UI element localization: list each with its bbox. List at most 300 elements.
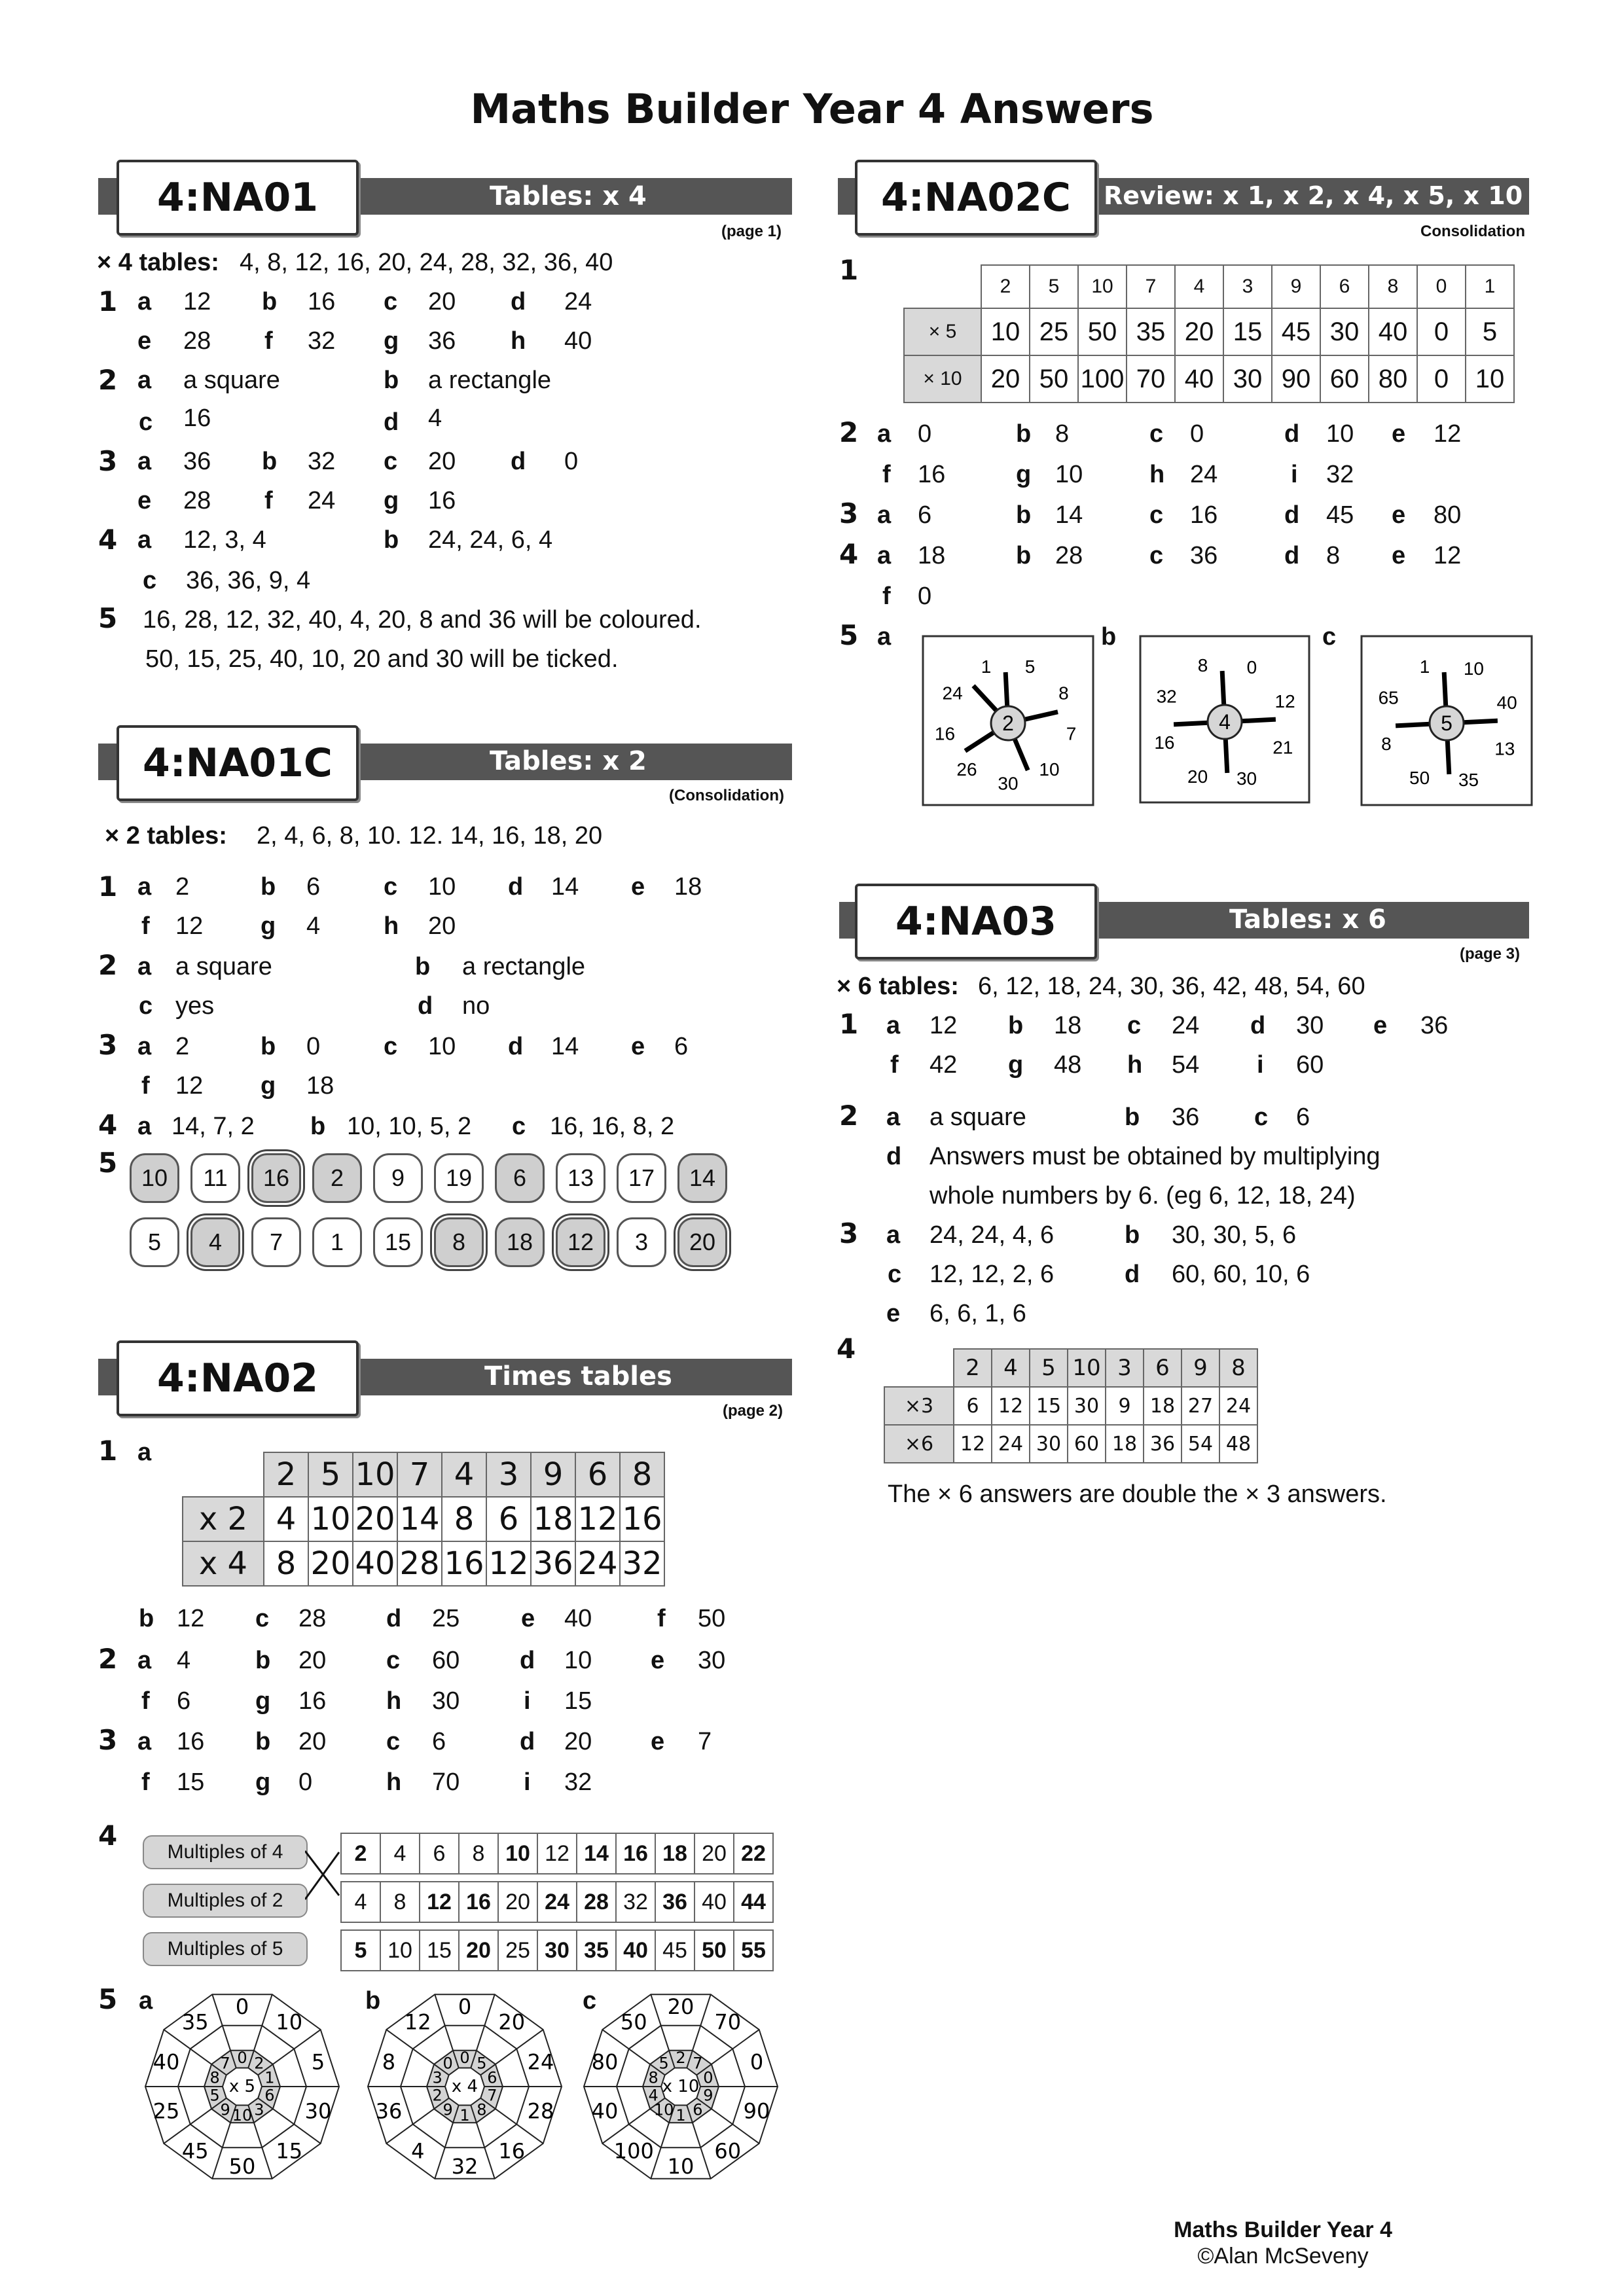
table-cell: 35 <box>1127 308 1175 355</box>
part-letter: h <box>386 1687 402 1715</box>
wheel-number: 2 <box>254 2054 264 2073</box>
answer: 36 <box>1190 542 1218 569</box>
multiple-cell: 8 <box>459 1833 498 1874</box>
part-letter: i <box>1291 461 1298 488</box>
part-letter: f <box>657 1605 666 1632</box>
wheel-number: x 5 <box>228 2077 256 2096</box>
answer: 6, 6, 1, 6 <box>929 1300 1026 1327</box>
question-number: 3 <box>98 1029 118 1061</box>
part-letter: b <box>384 526 399 554</box>
table-cell: 60 <box>1320 355 1369 403</box>
answer: 28 <box>1055 542 1083 569</box>
table-cell: 40 <box>353 1541 397 1586</box>
part-letter: e <box>521 1605 535 1632</box>
answer: 60 <box>1296 1051 1324 1079</box>
part-letter: e <box>631 1033 645 1060</box>
table-cell: 10 <box>1466 355 1514 403</box>
table-cell: 30 <box>1068 1387 1106 1425</box>
wheel-number: 8 <box>477 2100 487 2119</box>
header-cell: 8 <box>1369 265 1417 308</box>
answer: 18 <box>674 873 702 901</box>
part-letter: e <box>651 1728 665 1755</box>
wheel-number: 5 <box>477 2054 487 2073</box>
wheel-number: 45 <box>181 2138 209 2164</box>
multiples-row <box>340 1833 774 1874</box>
wheel-number: 20 <box>498 2009 526 2035</box>
wheel-number: 5 <box>659 2054 669 2073</box>
answer: 20 <box>428 912 456 940</box>
answer: 6 <box>306 873 321 901</box>
answer: 60 <box>432 1647 460 1674</box>
wheel-number: 7 <box>693 2054 703 2073</box>
wheel-number: 5 <box>311 2049 325 2075</box>
answer: 6 <box>674 1033 689 1060</box>
multiple-cell: 22 <box>734 1833 773 1874</box>
part-letter: b <box>310 1113 326 1140</box>
header-cell: 8 <box>1219 1349 1257 1387</box>
review-table <box>903 264 1515 403</box>
wheel-number: 6 <box>487 2068 497 2087</box>
part-letter: g <box>255 1768 271 1796</box>
answer: 10 <box>428 1033 456 1060</box>
header-cell: 6 <box>575 1452 620 1497</box>
table-cell: 4 <box>264 1497 308 1541</box>
multiple-cell: 2 <box>341 1833 380 1874</box>
wheel-number: 10 <box>667 2154 695 2179</box>
matching-lines <box>305 1846 342 1964</box>
table-cell: 27 <box>1182 1387 1219 1425</box>
wheel-number: 40 <box>153 2049 180 2075</box>
wheel-number: 0 <box>460 2049 470 2067</box>
multiple-cell: 20 <box>459 1930 498 1971</box>
multiple-cell: 14 <box>577 1833 616 1874</box>
table-cell: 25 <box>1030 308 1078 355</box>
wheel-number: 10 <box>232 2106 253 2125</box>
wheel-number: 0 <box>442 2054 453 2073</box>
wheel-number: 30 <box>304 2098 332 2124</box>
answer: 12 <box>177 1605 205 1632</box>
number-pill: 12 <box>556 1217 605 1267</box>
wheel-number: 6 <box>264 2086 275 2105</box>
section-code: 4:NA03 <box>855 884 1097 960</box>
row-label: x 4 <box>183 1541 264 1586</box>
number-pill: 5 <box>130 1217 179 1267</box>
answer: 8 <box>1055 420 1070 448</box>
answer: 28 <box>183 487 211 514</box>
times-table <box>182 1452 665 1587</box>
part-letter: c <box>386 1728 401 1755</box>
answer: a rectangle <box>428 367 552 394</box>
question-number: 4 <box>837 1333 856 1365</box>
part-letter: d <box>508 873 524 901</box>
part-letter: b <box>261 1033 276 1060</box>
table-cell: 20 <box>981 355 1030 403</box>
answer: 20 <box>564 1728 592 1755</box>
answer: 12 <box>929 1012 958 1039</box>
wheel-number: x 10 <box>662 2077 700 2096</box>
wheel-number: 0 <box>703 2068 713 2087</box>
multiple-cell: 4 <box>380 1833 420 1874</box>
part-letter: d <box>511 288 526 315</box>
table-cell: 20 <box>353 1497 397 1541</box>
header-cell: 2 <box>264 1452 308 1497</box>
answer: 0 <box>918 583 932 610</box>
number-pill: 18 <box>495 1217 545 1267</box>
tables-values: 2, 4, 6, 8, 10. 12. 14, 16, 18, 20 <box>257 822 603 850</box>
answer: 20 <box>298 1728 327 1755</box>
answer: 16, 16, 8, 2 <box>550 1113 675 1140</box>
part-letter: b <box>261 873 276 901</box>
question-number: 3 <box>98 1724 118 1756</box>
wheel-number: 3 <box>432 2068 442 2087</box>
table-cell: 16 <box>620 1497 664 1541</box>
spoke-number: 30 <box>998 773 1019 794</box>
table-cell: 8 <box>442 1497 486 1541</box>
part-letter: a <box>137 1113 152 1140</box>
table-cell: 0 <box>1417 308 1466 355</box>
part-letter: d <box>1284 420 1300 448</box>
header-cell: 4 <box>992 1349 1030 1387</box>
table-cell: 20 <box>308 1541 353 1586</box>
wheel-number: 0 <box>458 1994 472 2019</box>
number-pill: 3 <box>617 1217 666 1267</box>
part-letter: a <box>877 501 892 529</box>
header-cell: 6 <box>1320 265 1369 308</box>
number-pill: 9 <box>373 1153 423 1203</box>
answer: 16 <box>428 487 456 514</box>
spoke-number: 1 <box>1419 656 1430 677</box>
answer: 0 <box>298 1768 313 1796</box>
part-letter: c <box>384 288 398 315</box>
answer: 60, 60, 10, 6 <box>1172 1261 1310 1288</box>
number-pill: 17 <box>617 1153 666 1203</box>
number-pill: 1 <box>312 1217 362 1267</box>
wheel-number: 36 <box>375 2098 403 2124</box>
wheel-number: 16 <box>498 2138 526 2164</box>
page-ref: (page 2) <box>723 1402 784 1420</box>
table-cell: 32 <box>620 1541 664 1586</box>
table-cell: 90 <box>1272 355 1320 403</box>
part-letter: d <box>386 1605 402 1632</box>
wheel-number: 3 <box>254 2100 264 2119</box>
multiples-row <box>340 1929 774 1971</box>
wheel-number: 8 <box>382 2049 396 2075</box>
answer: 32 <box>564 1768 592 1796</box>
part-letter: b <box>1016 542 1032 569</box>
spoke-number: 8 <box>1058 683 1069 704</box>
row-label: x 2 <box>183 1497 264 1541</box>
answer: no <box>462 992 490 1020</box>
part-letter: a <box>137 873 152 901</box>
multiple-cell: 16 <box>459 1882 498 1922</box>
part-letter: f <box>890 1051 899 1079</box>
multiples-label: Multiples of 4 <box>143 1835 308 1869</box>
spoke-number: 24 <box>942 683 963 704</box>
answer: 36 <box>183 448 211 475</box>
wheel-number: 1 <box>264 2068 275 2087</box>
answer: 70 <box>432 1768 460 1796</box>
header-cell: 7 <box>397 1452 442 1497</box>
table-cell: 30 <box>1223 355 1272 403</box>
answer: 50 <box>698 1605 726 1632</box>
answer: 6 <box>432 1728 446 1755</box>
wheel-number: 5 <box>209 2086 220 2105</box>
spoke-number: 40 <box>1496 692 1517 713</box>
part-letter: e <box>1392 420 1406 448</box>
section-title: Times tables <box>484 1361 672 1391</box>
answer: 15 <box>564 1687 592 1715</box>
wheel-number: 1 <box>676 2106 686 2125</box>
multiple-cell: 32 <box>616 1882 655 1922</box>
part-letter: c <box>384 448 398 475</box>
part-letter: a <box>137 953 152 980</box>
row-label: × 10 <box>904 355 981 403</box>
number-pill: 8 <box>434 1217 484 1267</box>
header-cell: 9 <box>1182 1349 1219 1387</box>
part-letter: c <box>1149 542 1164 569</box>
header-cell: 10 <box>1078 265 1127 308</box>
answer: whole numbers by 6. (eg 6, 12, 18, 24) <box>929 1182 1356 1210</box>
part-letter: i <box>524 1687 531 1715</box>
table-cell: 15 <box>1030 1387 1068 1425</box>
answer: 36 <box>428 327 456 355</box>
question-number: 5 <box>98 602 118 634</box>
answer: 6 <box>918 501 932 529</box>
part-letter: a <box>137 1439 152 1466</box>
wheel-number: 7 <box>220 2054 230 2073</box>
spoke-number: 21 <box>1272 737 1293 758</box>
answer: 54 <box>1172 1051 1200 1079</box>
multiple-cell: 20 <box>695 1833 734 1874</box>
answer: 24, 24, 4, 6 <box>929 1221 1055 1249</box>
part-letter: f <box>264 487 273 514</box>
wheel-number: 4 <box>648 2086 659 2105</box>
question-number: 1 <box>839 1008 859 1040</box>
header-cell: 10 <box>1068 1349 1106 1387</box>
part-letter: a <box>137 1728 152 1755</box>
number-pill: 10 <box>130 1153 179 1203</box>
wheel-number: 50 <box>620 2009 647 2035</box>
table-cell: 6 <box>486 1497 531 1541</box>
number-pill: 19 <box>434 1153 484 1203</box>
header-cell: 4 <box>1175 265 1223 308</box>
wheel-number: 0 <box>235 1994 249 2019</box>
number-pill: 20 <box>677 1217 727 1267</box>
answer: 0 <box>918 420 932 448</box>
question-number: 2 <box>839 1100 859 1132</box>
footer-copyright: ©Alan McSeveny <box>1197 2244 1369 2269</box>
part-letter: b <box>139 1605 154 1632</box>
wheel-number: 10 <box>653 2100 674 2119</box>
table-cell: 30 <box>1320 308 1369 355</box>
multiples-label: Multiples of 5 <box>143 1932 308 1966</box>
multiple-cell: 4 <box>341 1882 380 1922</box>
part-letter: d <box>508 1033 524 1060</box>
answer: 0 <box>564 448 579 475</box>
multiple-cell: 45 <box>655 1930 695 1971</box>
part-letter: c <box>143 567 157 594</box>
wheel-number: 20 <box>667 1994 695 2019</box>
note: The × 6 answers are double the × 3 answers. <box>888 1480 1387 1508</box>
answer: 4 <box>428 404 442 432</box>
wheel-number: 8 <box>209 2068 220 2087</box>
multiple-cell: 10 <box>498 1833 537 1874</box>
part-letter: b <box>1101 623 1117 651</box>
page-ref: (page 3) <box>1460 945 1521 963</box>
table-cell: 10 <box>308 1497 353 1541</box>
spoke-number: 5 <box>1024 656 1036 677</box>
part-letter: g <box>261 912 276 940</box>
answer: 16 <box>1190 501 1218 529</box>
multiple-cell: 18 <box>655 1833 695 1874</box>
header-cell: 2 <box>954 1349 992 1387</box>
part-letter: i <box>524 1768 531 1796</box>
answer: 36 <box>1172 1103 1200 1131</box>
part-letter: g <box>1016 461 1032 488</box>
wheel-number: 28 <box>527 2098 554 2124</box>
part-letter: a <box>886 1012 901 1039</box>
question-number: 4 <box>98 1820 118 1852</box>
answer: 10, 10, 5, 2 <box>347 1113 472 1140</box>
part-letter: d <box>886 1143 902 1170</box>
tables-label: × 6 tables: <box>837 973 959 1000</box>
multiple-cell: 16 <box>616 1833 655 1874</box>
section-code: 4:NA01C <box>117 725 359 801</box>
part-letter: f <box>141 1768 150 1796</box>
tables-label: × 4 tables: <box>97 249 219 276</box>
answer: a rectangle <box>462 953 586 980</box>
question-number: 4 <box>98 1109 118 1141</box>
answer: 48 <box>1054 1051 1082 1079</box>
part-letter: b <box>1008 1012 1024 1039</box>
answer: 50, 15, 25, 40, 10, 20 and 30 will be ticked. <box>145 645 619 673</box>
part-letter: b <box>262 288 278 315</box>
part-letter: a <box>877 623 892 651</box>
part-letter: g <box>261 1072 276 1100</box>
answer: 12 <box>175 912 204 940</box>
answer: 20 <box>428 448 456 475</box>
part-letter: e <box>1373 1012 1388 1039</box>
part-letter: d <box>1250 1012 1266 1039</box>
multiple-cell: 8 <box>380 1882 420 1922</box>
answer: 24, 24, 6, 4 <box>428 526 553 554</box>
wheel-number: 90 <box>743 2098 770 2124</box>
question-number: 3 <box>839 497 859 529</box>
answer: yes <box>175 992 215 1020</box>
multiple-cell: 12 <box>537 1833 577 1874</box>
multiple-cell: 55 <box>734 1930 773 1971</box>
wheel-number: 80 <box>591 2049 619 2075</box>
multiple-cell: 35 <box>577 1930 616 1971</box>
table-cell: 12 <box>954 1425 992 1463</box>
question-number: 2 <box>98 1643 118 1675</box>
number-pill: 13 <box>556 1153 605 1203</box>
part-letter: c <box>1149 501 1164 529</box>
answer: 24 <box>308 487 336 514</box>
footer-book-title: Maths Builder Year 4 <box>1174 2217 1392 2242</box>
question-number: 2 <box>839 416 859 448</box>
answer: 80 <box>1434 501 1462 529</box>
part-letter: d <box>1125 1261 1140 1288</box>
part-letter: e <box>1392 501 1406 529</box>
number-pill: 14 <box>677 1153 727 1203</box>
wheel-number: 6 <box>693 2100 703 2119</box>
part-letter: a <box>886 1221 901 1249</box>
part-letter: c <box>384 1033 398 1060</box>
part-letter: e <box>137 327 152 355</box>
answer: 24 <box>1190 461 1218 488</box>
header-cell: 8 <box>620 1452 664 1497</box>
question-number: 5 <box>98 1147 118 1179</box>
answer: 14 <box>1055 501 1083 529</box>
table-cell: 12 <box>992 1387 1030 1425</box>
part-letter: e <box>651 1647 665 1674</box>
spoke-diagram <box>1360 635 1533 806</box>
spoke-number: 5 <box>1441 711 1453 735</box>
part-letter: h <box>386 1768 402 1796</box>
answer: 6 <box>1296 1103 1310 1131</box>
spoke-number: 7 <box>1066 723 1077 744</box>
part-letter: b <box>1125 1103 1140 1131</box>
part-letter: a <box>137 1647 152 1674</box>
answer: 7 <box>698 1728 712 1755</box>
section-title: Tables: x 4 <box>490 181 647 211</box>
part-letter: g <box>255 1687 271 1715</box>
table-cell: 18 <box>1144 1387 1182 1425</box>
table-cell: 0 <box>1417 355 1466 403</box>
multiple-cell: 40 <box>616 1930 655 1971</box>
answer: 24 <box>1172 1012 1200 1039</box>
table-cell: 50 <box>1078 308 1127 355</box>
number-pill: 16 <box>251 1153 301 1203</box>
answer: 12 <box>175 1072 204 1100</box>
part-letter: e <box>631 873 645 901</box>
answer: 25 <box>432 1605 460 1632</box>
multiplication-wheel <box>581 1987 780 2186</box>
header-cell: 4 <box>442 1452 486 1497</box>
part-letter: g <box>1008 1051 1024 1079</box>
question-number: 1 <box>98 1435 118 1467</box>
wheel-number: 50 <box>228 2154 256 2179</box>
times-table <box>884 1348 1258 1463</box>
multiples-label: Multiples of 2 <box>143 1884 308 1918</box>
wheel-number: 2 <box>676 2049 686 2067</box>
header-cell: 9 <box>1272 265 1320 308</box>
section-code: 4:NA01 <box>117 160 359 236</box>
table-cell: 36 <box>1144 1425 1182 1463</box>
spoke-number: 4 <box>1219 710 1231 734</box>
answer: 28 <box>183 327 211 355</box>
answer: 16 <box>308 288 336 315</box>
answer: 14 <box>551 1033 579 1060</box>
spoke-number: 13 <box>1494 738 1515 759</box>
table-cell: 80 <box>1369 355 1417 403</box>
answer: 12, 12, 2, 6 <box>929 1261 1055 1288</box>
table-cell: 24 <box>1219 1387 1257 1425</box>
table-cell: 14 <box>397 1497 442 1541</box>
question-number: 5 <box>98 1983 118 2015</box>
answer: 2 <box>175 1033 190 1060</box>
part-letter: e <box>1392 542 1406 569</box>
part-letter: f <box>141 1687 150 1715</box>
part-letter: b <box>1016 501 1032 529</box>
multiple-cell: 50 <box>695 1930 734 1971</box>
header-cell: 9 <box>531 1452 575 1497</box>
answer: 16, 28, 12, 32, 40, 4, 20, 8 and 36 will be coloured. <box>143 606 702 634</box>
part-letter: b <box>415 953 431 980</box>
part-letter: c <box>583 1987 597 2015</box>
number-pill: 7 <box>251 1217 301 1267</box>
